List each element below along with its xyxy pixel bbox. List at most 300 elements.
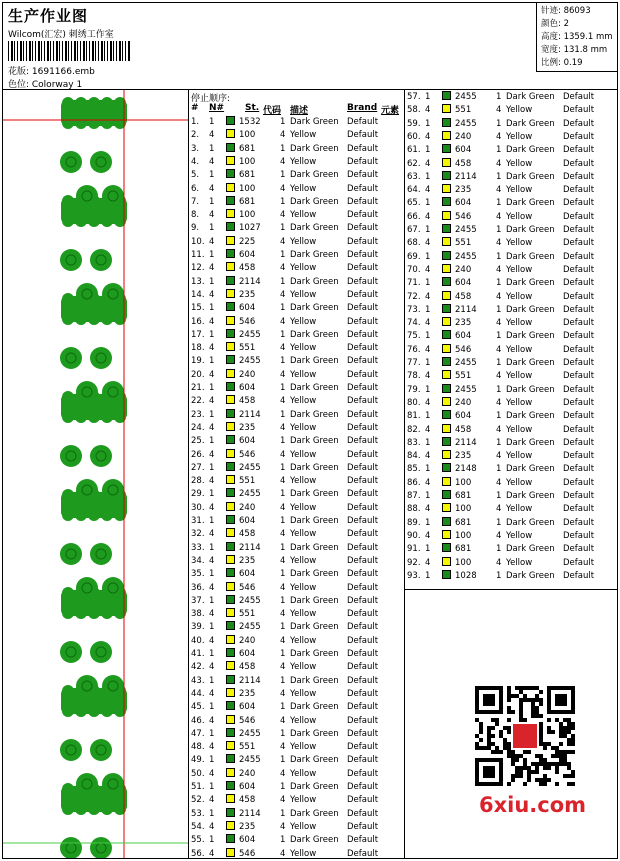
qr-module bbox=[499, 734, 503, 738]
row-needle: 4 bbox=[425, 211, 431, 222]
motif-band-bump bbox=[88, 97, 100, 109]
row-code: 546 bbox=[239, 449, 256, 460]
row-index: 52. bbox=[191, 795, 205, 806]
table-header-row bbox=[189, 103, 405, 116]
row-description: Yellow bbox=[290, 821, 317, 832]
row-code: 235 bbox=[239, 289, 256, 300]
row-needle: 4 bbox=[209, 316, 215, 327]
color-swatch bbox=[442, 330, 451, 339]
motif-band-bump bbox=[88, 411, 100, 423]
row-index: 72. bbox=[407, 291, 421, 302]
motif-dot bbox=[102, 479, 124, 501]
motif-band-bump bbox=[62, 215, 74, 227]
row-code: 604 bbox=[239, 383, 256, 393]
row-needle: 1 bbox=[425, 225, 431, 235]
row-stitch-num: 4 bbox=[496, 477, 502, 488]
row-description: Dark Green bbox=[290, 728, 339, 739]
motif-band-bump bbox=[88, 509, 100, 521]
row-brand: Default bbox=[347, 516, 379, 526]
row-description: Yellow bbox=[290, 130, 317, 141]
row-stitch-num: 1 bbox=[280, 329, 286, 340]
row-index: 66. bbox=[407, 211, 421, 222]
row-brand: Default bbox=[563, 304, 595, 315]
row-brand: Default bbox=[563, 570, 595, 581]
row-brand: Default bbox=[563, 251, 595, 262]
row-description: Yellow bbox=[290, 582, 317, 593]
color-swatch bbox=[226, 143, 235, 152]
qr-module bbox=[475, 718, 479, 722]
row-index: 81. bbox=[407, 411, 421, 422]
qr-module bbox=[503, 726, 507, 730]
page-title: 生产作业图 bbox=[8, 7, 89, 25]
qr-module bbox=[475, 742, 479, 746]
color-swatch bbox=[442, 251, 451, 260]
row-index: 23. bbox=[191, 409, 205, 420]
qr-module bbox=[523, 698, 527, 702]
row-brand: Default bbox=[563, 544, 595, 555]
row-index: 78. bbox=[407, 371, 421, 382]
motif-band-bump bbox=[88, 215, 100, 227]
row-description: Yellow bbox=[506, 105, 533, 116]
color-swatch bbox=[442, 118, 451, 127]
motif-band-bump bbox=[62, 587, 74, 599]
row-needle: 4 bbox=[209, 821, 215, 832]
color-swatch bbox=[442, 384, 451, 393]
motif-dot bbox=[76, 675, 98, 697]
row-brand: Default bbox=[347, 183, 379, 194]
row-code: 100 bbox=[239, 210, 256, 221]
row-code: 100 bbox=[239, 130, 256, 141]
row-description: Yellow bbox=[506, 185, 533, 196]
color-swatch bbox=[442, 344, 451, 353]
qr-module bbox=[563, 754, 567, 758]
row-stitch-num: 4 bbox=[496, 557, 502, 568]
row-needle: 1 bbox=[209, 143, 215, 154]
row-index: 65. bbox=[407, 198, 421, 209]
row-needle: 1 bbox=[209, 436, 215, 447]
row-description: Dark Green bbox=[506, 411, 555, 422]
row-needle: 4 bbox=[209, 476, 215, 487]
row-brand: Default bbox=[347, 808, 379, 819]
row-needle: 1 bbox=[209, 250, 215, 260]
motif-dot bbox=[76, 479, 98, 501]
row-brand: Default bbox=[347, 117, 379, 127]
qr-module bbox=[507, 726, 511, 730]
embroidery-preview-image bbox=[3, 90, 189, 858]
qr-module bbox=[535, 770, 539, 774]
row-index: 60. bbox=[407, 131, 421, 142]
row-description: Yellow bbox=[290, 715, 317, 726]
row-brand: Default bbox=[347, 156, 379, 167]
row-index: 57. bbox=[407, 92, 421, 102]
row-brand: Default bbox=[347, 609, 379, 620]
row-code: 2114 bbox=[239, 808, 261, 819]
color-swatch bbox=[226, 329, 235, 338]
row-code: 235 bbox=[239, 555, 256, 566]
qr-module bbox=[531, 714, 535, 718]
row-code: 546 bbox=[239, 582, 256, 593]
row-brand: Default bbox=[563, 211, 595, 222]
color-swatch bbox=[442, 304, 451, 313]
row-code: 1027 bbox=[239, 223, 261, 234]
row-brand: Default bbox=[347, 821, 379, 832]
row-stitch-num: 1 bbox=[280, 782, 286, 792]
color-swatch bbox=[226, 728, 235, 737]
row-needle: 1 bbox=[209, 276, 215, 287]
row-stitch-num: 1 bbox=[280, 835, 286, 846]
row-description: Yellow bbox=[506, 238, 533, 249]
row-stitch-num: 4 bbox=[280, 369, 286, 380]
row-brand: Default bbox=[563, 504, 595, 515]
row-description: Dark Green bbox=[290, 595, 339, 606]
color-swatch bbox=[442, 397, 451, 406]
qr-module bbox=[567, 726, 571, 730]
motif-band-bump bbox=[75, 509, 87, 521]
row-index: 55. bbox=[191, 835, 205, 846]
color-swatch bbox=[226, 754, 235, 763]
row-brand: Default bbox=[347, 436, 379, 447]
qr-module bbox=[539, 730, 543, 734]
color-swatch bbox=[226, 435, 235, 444]
row-stitch-num: 4 bbox=[496, 131, 502, 142]
row-brand: Default bbox=[563, 158, 595, 169]
row-stitch-num: 1 bbox=[280, 569, 286, 580]
row-index: 44. bbox=[191, 688, 205, 699]
qr-module bbox=[479, 738, 483, 742]
row-brand: Default bbox=[563, 358, 595, 368]
row-needle: 4 bbox=[209, 210, 215, 221]
row-brand: Default bbox=[563, 131, 595, 142]
qr-module bbox=[475, 734, 479, 738]
qr-module bbox=[531, 698, 535, 702]
row-stitch-num: 1 bbox=[280, 755, 286, 766]
row-needle: 4 bbox=[425, 530, 431, 541]
row-code: 458 bbox=[239, 263, 256, 274]
site-logo: 6xiu.com bbox=[479, 793, 587, 817]
motif-band-bump bbox=[62, 411, 74, 423]
qr-module bbox=[531, 710, 535, 714]
color-swatch bbox=[442, 91, 451, 100]
row-brand: Default bbox=[563, 517, 595, 528]
row-code: 2455 bbox=[455, 92, 477, 102]
barcode-icon bbox=[8, 41, 130, 61]
row-description: Yellow bbox=[290, 263, 317, 274]
row-brand: Default bbox=[347, 755, 379, 766]
row-needle: 1 bbox=[209, 409, 215, 420]
motif-dot bbox=[102, 283, 124, 305]
row-brand: Default bbox=[347, 649, 379, 659]
row-description: Yellow bbox=[290, 502, 317, 513]
qr-module bbox=[479, 746, 483, 750]
row-index: 56. bbox=[191, 848, 205, 859]
row-code: 604 bbox=[239, 702, 256, 713]
row-description: Dark Green bbox=[290, 383, 339, 393]
motif-band-bump bbox=[62, 509, 74, 521]
qr-module bbox=[539, 758, 543, 762]
row-code: 551 bbox=[239, 343, 256, 354]
qr-module bbox=[487, 742, 491, 746]
row-brand: Default bbox=[347, 383, 379, 393]
color-swatch bbox=[226, 848, 235, 857]
row-needle: 4 bbox=[209, 662, 215, 673]
row-brand: Default bbox=[347, 223, 379, 234]
row-brand: Default bbox=[347, 250, 379, 260]
qr-module bbox=[551, 730, 555, 734]
row-code: 2455 bbox=[239, 728, 261, 739]
qr-module bbox=[559, 742, 563, 746]
row-stitch-num: 4 bbox=[280, 236, 286, 247]
color-swatch bbox=[442, 104, 451, 113]
row-brand: Default bbox=[563, 464, 595, 475]
row-needle: 4 bbox=[209, 156, 215, 167]
motif-dot bbox=[90, 445, 112, 467]
qr-module bbox=[543, 742, 547, 746]
row-stitch-num: 4 bbox=[280, 662, 286, 673]
row-brand: Default bbox=[347, 569, 379, 580]
row-brand: Default bbox=[347, 702, 379, 713]
qr-module bbox=[483, 746, 487, 750]
row-brand: Default bbox=[347, 542, 379, 553]
motif-dot bbox=[60, 641, 82, 663]
row-index: 79. bbox=[407, 384, 421, 395]
row-description: Dark Green bbox=[506, 491, 555, 501]
row-brand: Default bbox=[563, 437, 595, 448]
row-stitch-num: 1 bbox=[280, 250, 286, 260]
color-swatch bbox=[442, 237, 451, 246]
row-description: Dark Green bbox=[506, 437, 555, 448]
row-code: 100 bbox=[455, 557, 472, 568]
row-needle: 1 bbox=[209, 170, 215, 181]
color-swatch bbox=[442, 197, 451, 206]
row-index: 77. bbox=[407, 358, 421, 368]
row-needle: 4 bbox=[209, 529, 215, 540]
row-stitch-num: 1 bbox=[280, 383, 286, 393]
row-stitch-num: 1 bbox=[280, 728, 286, 739]
qr-module bbox=[511, 694, 515, 698]
row-description: Yellow bbox=[506, 451, 533, 462]
row-needle: 4 bbox=[425, 397, 431, 408]
row-stitch-num: 1 bbox=[496, 171, 502, 182]
qr-module bbox=[543, 762, 547, 766]
qr-module bbox=[559, 730, 563, 734]
qr-module bbox=[571, 726, 575, 730]
qr-module bbox=[535, 686, 539, 690]
row-code: 604 bbox=[239, 835, 256, 846]
motif-band-bump bbox=[101, 803, 113, 815]
row-brand: Default bbox=[347, 582, 379, 593]
motif-dot bbox=[60, 151, 82, 173]
row-index: 22. bbox=[191, 396, 205, 407]
row-index: 37. bbox=[191, 595, 205, 606]
qr-module bbox=[547, 778, 551, 782]
qr-module bbox=[571, 770, 575, 774]
row-code: 2114 bbox=[455, 304, 477, 315]
qr-module bbox=[503, 742, 507, 746]
row-index: 15. bbox=[191, 303, 205, 314]
qr-module bbox=[567, 750, 571, 754]
row-brand: Default bbox=[563, 118, 595, 129]
row-description: Yellow bbox=[290, 289, 317, 300]
row-needle: 4 bbox=[425, 318, 431, 329]
qr-module bbox=[571, 742, 575, 746]
row-description: Yellow bbox=[506, 318, 533, 329]
colorway-label: 色位: Colorway 1 bbox=[8, 80, 83, 90]
color-swatch bbox=[226, 183, 235, 192]
row-stitch-num: 4 bbox=[280, 821, 286, 832]
row-stitch-num: 4 bbox=[496, 530, 502, 541]
header-index: # bbox=[191, 103, 199, 113]
motif-band-bump bbox=[62, 607, 74, 619]
row-index: 63. bbox=[407, 171, 421, 182]
row-stitch-num: 1 bbox=[496, 437, 502, 448]
row-description: Dark Green bbox=[290, 143, 339, 154]
qr-module bbox=[495, 750, 499, 754]
row-needle: 1 bbox=[209, 595, 215, 606]
motif-dot bbox=[60, 837, 82, 858]
color-swatch bbox=[226, 715, 235, 724]
row-stitch-num: 4 bbox=[496, 344, 502, 355]
row-stitch-num: 1 bbox=[280, 143, 286, 154]
row-needle: 1 bbox=[425, 118, 431, 129]
row-description: Dark Green bbox=[506, 92, 555, 102]
color-swatch bbox=[226, 661, 235, 670]
row-brand: Default bbox=[347, 502, 379, 513]
row-brand: Default bbox=[347, 728, 379, 739]
row-code: 100 bbox=[239, 183, 256, 194]
qr-module bbox=[547, 766, 551, 770]
row-description: Yellow bbox=[506, 344, 533, 355]
row-description: Dark Green bbox=[290, 276, 339, 287]
row-brand: Default bbox=[563, 225, 595, 235]
qr-module bbox=[523, 766, 527, 770]
row-index: 13. bbox=[191, 276, 205, 287]
row-stitch-num: 1 bbox=[496, 464, 502, 475]
row-brand: Default bbox=[347, 768, 379, 779]
qr-module bbox=[491, 734, 495, 738]
color-swatch bbox=[442, 503, 451, 512]
row-index: 7. bbox=[191, 196, 200, 207]
row-index: 59. bbox=[407, 118, 421, 129]
color-swatch bbox=[442, 158, 451, 167]
qr-module bbox=[527, 778, 531, 782]
row-brand: Default bbox=[563, 318, 595, 329]
row-brand: Default bbox=[347, 848, 379, 859]
qr-module bbox=[531, 770, 535, 774]
row-description: Dark Green bbox=[290, 755, 339, 766]
row-description: Dark Green bbox=[290, 675, 339, 686]
row-needle: 4 bbox=[209, 635, 215, 646]
row-needle: 4 bbox=[209, 130, 215, 141]
row-code: 604 bbox=[239, 782, 256, 792]
qr-module bbox=[527, 750, 531, 754]
row-code: 546 bbox=[239, 715, 256, 726]
row-index: 75. bbox=[407, 331, 421, 342]
row-description: Dark Green bbox=[506, 145, 555, 156]
row-needle: 1 bbox=[425, 464, 431, 475]
row-description: Dark Green bbox=[506, 251, 555, 262]
row-description: Dark Green bbox=[506, 118, 555, 129]
row-stitch-num: 1 bbox=[280, 462, 286, 473]
row-code: 604 bbox=[239, 436, 256, 447]
row-needle: 1 bbox=[425, 198, 431, 209]
row-code: 2114 bbox=[239, 276, 261, 287]
row-stitch-num: 4 bbox=[280, 183, 286, 194]
row-stitch-num: 4 bbox=[280, 715, 286, 726]
row-index: 21. bbox=[191, 383, 205, 393]
stop-sequence-table-right bbox=[405, 90, 617, 590]
motif-band-bump bbox=[62, 783, 74, 795]
qr-module bbox=[559, 734, 563, 738]
row-brand: Default bbox=[563, 92, 595, 102]
qr-module bbox=[555, 762, 559, 766]
row-description: Yellow bbox=[290, 369, 317, 380]
row-stitch-num: 1 bbox=[496, 198, 502, 209]
color-swatch bbox=[226, 222, 235, 231]
row-stitch-num: 1 bbox=[496, 225, 502, 235]
row-description: Yellow bbox=[506, 397, 533, 408]
row-code: 235 bbox=[239, 821, 256, 832]
motif-dot bbox=[60, 347, 82, 369]
row-needle: 4 bbox=[209, 715, 215, 726]
row-stitch-num: 4 bbox=[280, 263, 286, 274]
qr-module bbox=[571, 774, 575, 778]
qr-module bbox=[547, 742, 551, 746]
row-code: 240 bbox=[239, 635, 256, 646]
row-description: Yellow bbox=[290, 635, 317, 646]
row-brand: Default bbox=[563, 491, 595, 501]
color-swatch bbox=[226, 555, 235, 564]
row-description: Yellow bbox=[290, 183, 317, 194]
color-swatch bbox=[226, 488, 235, 497]
qr-module bbox=[571, 734, 575, 738]
row-description: Dark Green bbox=[290, 782, 339, 792]
qr-module bbox=[535, 754, 539, 758]
row-code: 681 bbox=[239, 143, 256, 154]
row-brand: Default bbox=[347, 316, 379, 327]
row-needle: 1 bbox=[209, 622, 215, 633]
row-needle: 1 bbox=[209, 649, 215, 659]
row-description: Dark Green bbox=[290, 516, 339, 526]
row-needle: 4 bbox=[425, 504, 431, 515]
qr-module bbox=[539, 778, 543, 782]
color-swatch bbox=[226, 741, 235, 750]
motif-band-bump bbox=[101, 509, 113, 521]
row-stitch-num: 4 bbox=[280, 582, 286, 593]
qr-module bbox=[543, 778, 547, 782]
row-index: 84. bbox=[407, 451, 421, 462]
row-code: 1532 bbox=[239, 117, 261, 127]
row-brand: Default bbox=[563, 198, 595, 209]
row-index: 30. bbox=[191, 502, 205, 513]
qr-module bbox=[535, 766, 539, 770]
color-swatch bbox=[226, 502, 235, 511]
row-index: 83. bbox=[407, 437, 421, 448]
qr-module bbox=[479, 722, 483, 726]
row-stitch-num: 4 bbox=[280, 210, 286, 221]
qr-module bbox=[507, 690, 511, 694]
row-description: Yellow bbox=[290, 210, 317, 221]
row-index: 25. bbox=[191, 436, 205, 447]
row-stitch-num: 1 bbox=[280, 409, 286, 420]
row-stitch-num: 1 bbox=[280, 303, 286, 314]
row-description: Yellow bbox=[290, 396, 317, 407]
row-description: Dark Green bbox=[290, 170, 339, 181]
row-description: Yellow bbox=[290, 742, 317, 753]
row-brand: Default bbox=[347, 715, 379, 726]
qr-module bbox=[531, 762, 535, 766]
qr-module bbox=[555, 770, 559, 774]
qr-module bbox=[527, 770, 531, 774]
